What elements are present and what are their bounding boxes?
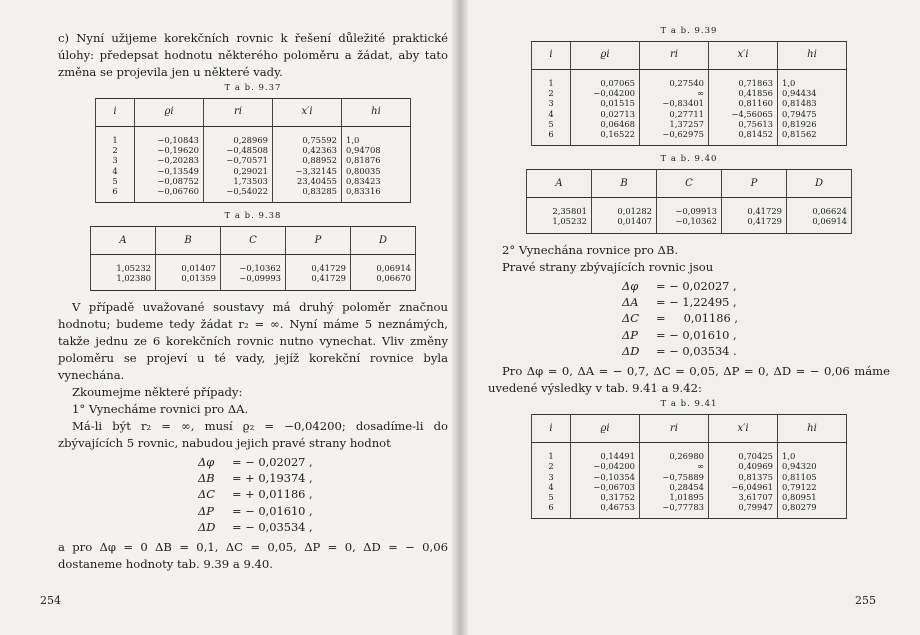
equation-line xyxy=(198,470,448,486)
table-cell: −6,04961 xyxy=(709,482,778,492)
table-cell: 0,06468 xyxy=(571,119,640,129)
table-row xyxy=(532,502,847,519)
equation-block xyxy=(198,454,448,535)
table-cell: 0,41729 xyxy=(722,198,787,217)
table-cell: 4 xyxy=(532,109,571,119)
table-cell: 3,61707 xyxy=(709,492,778,502)
page-number: 255 xyxy=(855,594,876,607)
equation-lhs: ΔA xyxy=(622,294,639,309)
table-cell: 0,75592 xyxy=(273,127,342,146)
page-number: 254 xyxy=(40,594,61,607)
paragraph-c: c) Nyní užijeme korekčních rovnic k řešení důležité praktické úlohy: předepsat hodnotu některého poloměru a žádat, aby tato změna se projevila jen u některé vady. xyxy=(58,31,448,79)
table-cell: −0,10362 xyxy=(221,255,286,274)
column-header: i xyxy=(532,42,571,70)
column-header: ϱi xyxy=(135,99,204,127)
table-cell: 0,88952 xyxy=(273,155,342,165)
table-cell: 4 xyxy=(96,166,135,176)
table-cell: −0,04200 xyxy=(571,461,640,471)
table-cell: 0,06670 xyxy=(351,273,416,290)
column-header: B xyxy=(592,170,657,198)
table-cell: 0,83423 xyxy=(342,176,411,186)
table-row xyxy=(527,216,852,233)
table-cell: 0,01282 xyxy=(592,198,657,217)
table-cell: −0,19620 xyxy=(135,145,204,155)
table-cell: 0,81375 xyxy=(709,472,778,482)
table-cell: 0,26980 xyxy=(640,443,709,462)
table-cell: 3 xyxy=(96,155,135,165)
table-cell: 1 xyxy=(532,70,571,89)
equation-lhs: ΔP xyxy=(198,503,214,518)
paragraph: Má-li být r₂ = ∞, musí ϱ₂ = −0,04200; dosadíme-li do zbývajících 5 rovnic, nabudou jejich pravé strany hodnot xyxy=(58,418,448,450)
column-header: i xyxy=(532,415,571,443)
table-cell: −0,08752 xyxy=(135,176,204,186)
equation-line xyxy=(198,519,448,535)
table-cell: 6 xyxy=(96,186,135,203)
table-cell: 4 xyxy=(532,482,571,492)
table-row xyxy=(96,176,411,186)
table-cell: 0,80951 xyxy=(778,492,847,502)
table-9-39 xyxy=(531,41,847,146)
table-caption: T a b. 9.41 xyxy=(660,399,718,410)
table-9-38 xyxy=(90,226,416,290)
equation-rhs: = + 0,19374 , xyxy=(232,470,313,485)
table-cell: 1,0 xyxy=(778,443,847,462)
table-row xyxy=(532,119,847,129)
table-row xyxy=(91,273,416,290)
table-cell: 1,05232 xyxy=(91,255,156,274)
equation-lhs: ΔC xyxy=(622,311,639,326)
table-cell: 5 xyxy=(532,119,571,129)
table-cell: −0,06760 xyxy=(135,186,204,203)
table-cell: 0,28969 xyxy=(204,127,273,146)
table-cell: 0,81483 xyxy=(778,98,847,108)
table-row xyxy=(532,70,847,89)
table-cell: −0,48508 xyxy=(204,145,273,155)
table-cell: −0,70571 xyxy=(204,155,273,165)
table-cell: 0,81926 xyxy=(778,119,847,129)
table-cell: 0,29021 xyxy=(204,166,273,176)
table-cell: 0,02713 xyxy=(571,109,640,119)
table-cell: 0,40969 xyxy=(709,461,778,471)
equation-line xyxy=(622,294,890,310)
table-cell: 1,0 xyxy=(342,127,411,146)
table-cell: 2 xyxy=(532,88,571,98)
table-row xyxy=(532,109,847,119)
table-row xyxy=(532,461,847,471)
table-cell: 0,79122 xyxy=(778,482,847,492)
column-header: ϱi xyxy=(571,42,640,70)
table-cell: 0,42363 xyxy=(273,145,342,155)
column-header: i xyxy=(96,99,135,127)
column-header: A xyxy=(527,170,592,198)
table-cell: −0,77783 xyxy=(640,502,709,519)
page-255 xyxy=(460,0,920,635)
equation-rhs: = − 0,01610 , xyxy=(656,327,737,342)
table-cell: −0,13549 xyxy=(135,166,204,176)
table-cell: 6 xyxy=(532,502,571,519)
paragraph: 2° Vynechána rovnice pro ΔB. xyxy=(502,242,679,257)
table-cell: −0,83401 xyxy=(640,98,709,108)
equation-lhs: ΔB xyxy=(198,470,215,485)
table-cell: 0,80279 xyxy=(778,502,847,519)
table-cell: 0,01515 xyxy=(571,98,640,108)
table-cell: 0,06914 xyxy=(787,216,852,233)
table-cell: 0,14491 xyxy=(571,443,640,462)
equation-rhs: = 0,01186 , xyxy=(656,311,738,326)
table-cell: 0,06624 xyxy=(787,198,852,217)
equation-rhs: = − 0,02027 , xyxy=(232,454,313,469)
table-cell: 0,81452 xyxy=(709,129,778,146)
equation-line xyxy=(622,310,890,326)
equation-line xyxy=(622,343,890,359)
equation-lhs: ΔD xyxy=(198,519,216,534)
table-cell: 0,27711 xyxy=(640,109,709,119)
equation-line xyxy=(622,278,890,294)
paragraph: 1° Vynecháme rovnici pro ΔA. xyxy=(72,401,249,416)
column-header: x′i xyxy=(709,42,778,70)
column-header: x′i xyxy=(709,415,778,443)
table-cell: 0,41856 xyxy=(709,88,778,98)
column-header: ri xyxy=(640,415,709,443)
table-cell: 0,01359 xyxy=(156,273,221,290)
column-header: ri xyxy=(204,99,273,127)
table-cell: −0,20283 xyxy=(135,155,204,165)
table-row xyxy=(527,198,852,217)
table-cell: −0,62975 xyxy=(640,129,709,146)
table-caption: T a b. 9.39 xyxy=(660,26,718,36)
column-header: C xyxy=(657,170,722,198)
table-cell: −0,10362 xyxy=(657,216,722,233)
table-row xyxy=(96,155,411,165)
equation-rhs: = − 0,03534 , xyxy=(232,519,313,534)
table-cell: 0,81876 xyxy=(342,155,411,165)
column-header: B xyxy=(156,227,221,255)
table-cell: −3,32145 xyxy=(273,166,342,176)
equation-lhs: ΔC xyxy=(198,487,215,502)
table-cell: 0,01407 xyxy=(592,216,657,233)
table-row xyxy=(96,186,411,203)
table-row xyxy=(96,145,411,155)
table-cell: 0,94708 xyxy=(342,145,411,155)
table-cell: −0,10354 xyxy=(571,472,640,482)
table-row xyxy=(96,166,411,176)
table-cell: −0,10843 xyxy=(135,127,204,146)
table-cell: −0,06703 xyxy=(571,482,640,492)
table-cell: 1,73503 xyxy=(204,176,273,186)
table-row xyxy=(532,472,847,482)
table-cell: 0,46753 xyxy=(571,502,640,519)
table-cell: 5 xyxy=(532,492,571,502)
table-cell: 1,37257 xyxy=(640,119,709,129)
column-header: P xyxy=(722,170,787,198)
equation-line xyxy=(622,327,890,343)
column-header: D xyxy=(787,170,852,198)
equation-line xyxy=(198,503,448,519)
table-9-40 xyxy=(526,169,852,233)
table-cell: 0,83285 xyxy=(273,186,342,203)
table-row xyxy=(532,129,847,146)
equation-lhs: ΔP xyxy=(622,327,638,342)
table-cell: −0,54022 xyxy=(204,186,273,203)
table-cell: 0,41729 xyxy=(286,255,351,274)
equation-rhs: = − 1,22495 , xyxy=(656,294,737,309)
column-header: hi xyxy=(342,99,411,127)
column-header: D xyxy=(351,227,416,255)
table-row xyxy=(532,443,847,462)
table-cell: 0,16522 xyxy=(571,129,640,146)
equation-lhs: ΔD xyxy=(622,343,640,358)
equation-lhs: Δφ xyxy=(622,278,639,293)
table-row xyxy=(532,88,847,98)
table-caption: T a b. 9.40 xyxy=(660,154,718,165)
table-cell: 0,27540 xyxy=(640,70,709,89)
table-cell: 0,70425 xyxy=(709,443,778,462)
table-cell: 0,31752 xyxy=(571,492,640,502)
table-cell: 6 xyxy=(532,129,571,146)
table-cell: 2,35801 xyxy=(527,198,592,217)
column-header: ϱi xyxy=(571,415,640,443)
table-cell: 0,79475 xyxy=(778,109,847,119)
column-header: A xyxy=(91,227,156,255)
table-caption: T a b. 9.37 xyxy=(224,83,282,93)
table-cell: 2 xyxy=(96,145,135,155)
equation-rhs: = − 0,01610 , xyxy=(232,503,313,518)
column-header: x′i xyxy=(273,99,342,127)
column-header: ri xyxy=(640,42,709,70)
table-cell: 0,75613 xyxy=(709,119,778,129)
table-cell: 0,06914 xyxy=(351,255,416,274)
table-cell: 0,01407 xyxy=(156,255,221,274)
table-row xyxy=(532,98,847,108)
table-row xyxy=(91,255,416,274)
table-cell: 0,81562 xyxy=(778,129,847,146)
table-cell: −0,04200 xyxy=(571,88,640,98)
equation-rhs: = − 0,02027 , xyxy=(656,278,737,293)
equation-block xyxy=(622,278,890,359)
paragraph: a pro Δφ = 0 ΔB = 0,1, ΔC = 0,05, ΔP = 0, ΔD = − 0,06 dostaneme hodnoty tab. 9.39 a 9.40. xyxy=(58,540,448,572)
table-cell: 1,02380 xyxy=(91,273,156,290)
table-cell: 3 xyxy=(532,98,571,108)
table-cell: 23,40455 xyxy=(273,176,342,186)
table-row xyxy=(532,482,847,492)
table-cell: 1 xyxy=(96,127,135,146)
table-cell: 0,94320 xyxy=(778,461,847,471)
table-cell: 0,81160 xyxy=(709,98,778,108)
column-header: hi xyxy=(778,415,847,443)
equation-line xyxy=(198,454,448,470)
table-cell: −0,75889 xyxy=(640,472,709,482)
book-gutter xyxy=(452,0,468,635)
table-cell: 0,28454 xyxy=(640,482,709,492)
table-cell: ∞ xyxy=(640,88,709,98)
table-9-41 xyxy=(531,414,847,519)
table-cell: 0,94434 xyxy=(778,88,847,98)
paragraph: Pro Δφ = 0, ΔA = − 0,7, ΔC = 0,05, ΔP = 0, ΔD = − 0,06 máme uvedené výsledky v tab. 9.41 a 9.42: xyxy=(488,364,890,396)
paragraph: Zkoumejme některé případy: xyxy=(72,384,243,399)
table-cell: 0,79947 xyxy=(709,502,778,519)
table-cell: 3 xyxy=(532,472,571,482)
column-header: P xyxy=(286,227,351,255)
table-cell: 0,81105 xyxy=(778,472,847,482)
equation-rhs: = + 0,01186 , xyxy=(232,487,313,502)
equation-lhs: Δφ xyxy=(198,454,215,469)
table-cell: −0,09913 xyxy=(657,198,722,217)
table-cell: ∞ xyxy=(640,461,709,471)
table-cell: −0,09993 xyxy=(221,273,286,290)
table-cell: 0,41729 xyxy=(286,273,351,290)
table-row xyxy=(96,127,411,146)
column-header: hi xyxy=(778,42,847,70)
table-cell: 0,83316 xyxy=(342,186,411,203)
table-cell: 1,05232 xyxy=(527,216,592,233)
table-cell: 2 xyxy=(532,461,571,471)
equation-rhs: = − 0,03534 . xyxy=(656,343,737,358)
table-9-37 xyxy=(95,98,411,203)
table-cell: 1 xyxy=(532,443,571,462)
table-cell: 0,71863 xyxy=(709,70,778,89)
table-cell: 0,41729 xyxy=(722,216,787,233)
table-cell: −4,56065 xyxy=(709,109,778,119)
table-cell: 0,80035 xyxy=(342,166,411,176)
equation-line xyxy=(198,486,448,502)
table-cell: 5 xyxy=(96,176,135,186)
table-caption: T a b. 9.38 xyxy=(224,211,282,222)
table-cell: 0,07065 xyxy=(571,70,640,89)
paragraph: Pravé strany zbývajících rovnic jsou xyxy=(502,259,714,274)
paragraph: V případě uvažované soustavy má druhý poloměr značnou hodnotu; budeme tedy žádat r₂ = ∞. Nyní máme 5 neznámých, takže jednu ze 6 korekčních rovnic nutno vynechat. Vliv změny poloměru se projeví u té vady, jejíž korekční rovnice byla vynechána. xyxy=(58,299,448,382)
table-cell: 1,01895 xyxy=(640,492,709,502)
table-cell: 1,0 xyxy=(778,70,847,89)
table-row xyxy=(532,492,847,502)
column-header: C xyxy=(221,227,286,255)
